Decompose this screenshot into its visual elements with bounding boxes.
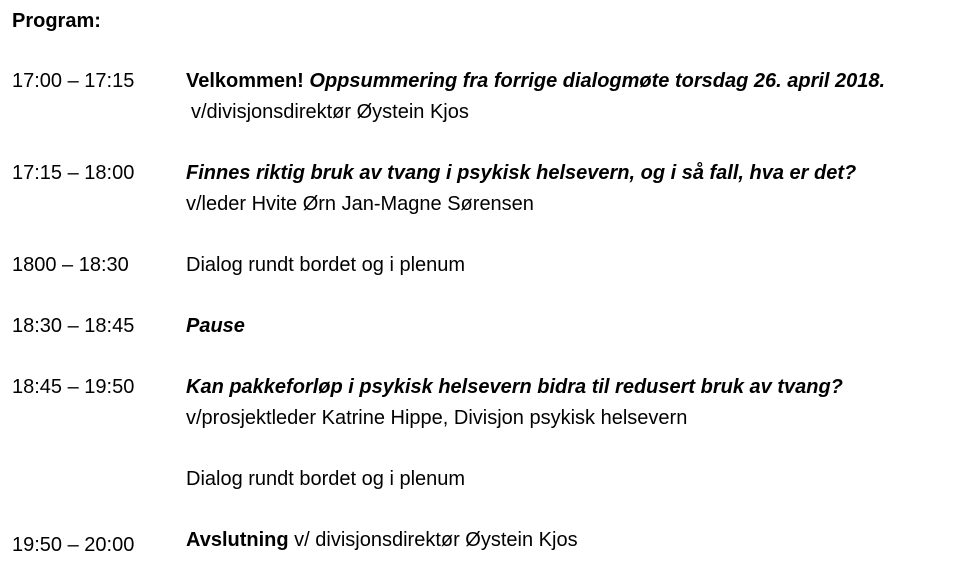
item-time: 17:00 – 17:15 [12, 70, 135, 92]
item-time: 18:30 – 18:45 [12, 315, 135, 337]
item-time: 18:45 – 19:50 [12, 376, 135, 398]
item-title: Kan pakkeforløp i psykisk helsevern bidra til redusert bruk av tvang? [186, 376, 843, 398]
item-text: Dialog rundt bordet og i plenum [186, 254, 466, 276]
item-time: 17:15 – 18:00 [12, 162, 135, 184]
item-speaker: v/divisjonsdirektør Øystein Kjos [191, 101, 469, 123]
item-title [186, 69, 885, 93]
item-time: 19:50 – 20:00 [12, 534, 135, 556]
item-speaker: v/prosjektleder Katrine Hippe, Divisjon psykisk helsevern [186, 407, 688, 429]
item-title-italic: Oppsummering fra forrige dialogmøte torsdag 26. april 2018. [309, 70, 886, 92]
program-heading: Program: [12, 10, 101, 32]
item-speaker: v/leder Hvite Ørn Jan-Magne Sørensen [186, 193, 534, 215]
item-text: Dialog rundt bordet og i plenum [186, 468, 466, 490]
item-title-bold: Velkommen! [186, 70, 304, 92]
item-title-bold: Avslutning [186, 529, 289, 551]
item-time: 1800 – 18:30 [12, 254, 129, 276]
item-title: Finnes riktig bruk av tvang i psykisk helsevern, og i så fall, hva er det? [186, 162, 857, 184]
item-title [186, 528, 578, 552]
item-speaker: v/ divisjonsdirektør Øystein Kjos [288, 529, 578, 551]
item-title: Pause [186, 315, 245, 337]
